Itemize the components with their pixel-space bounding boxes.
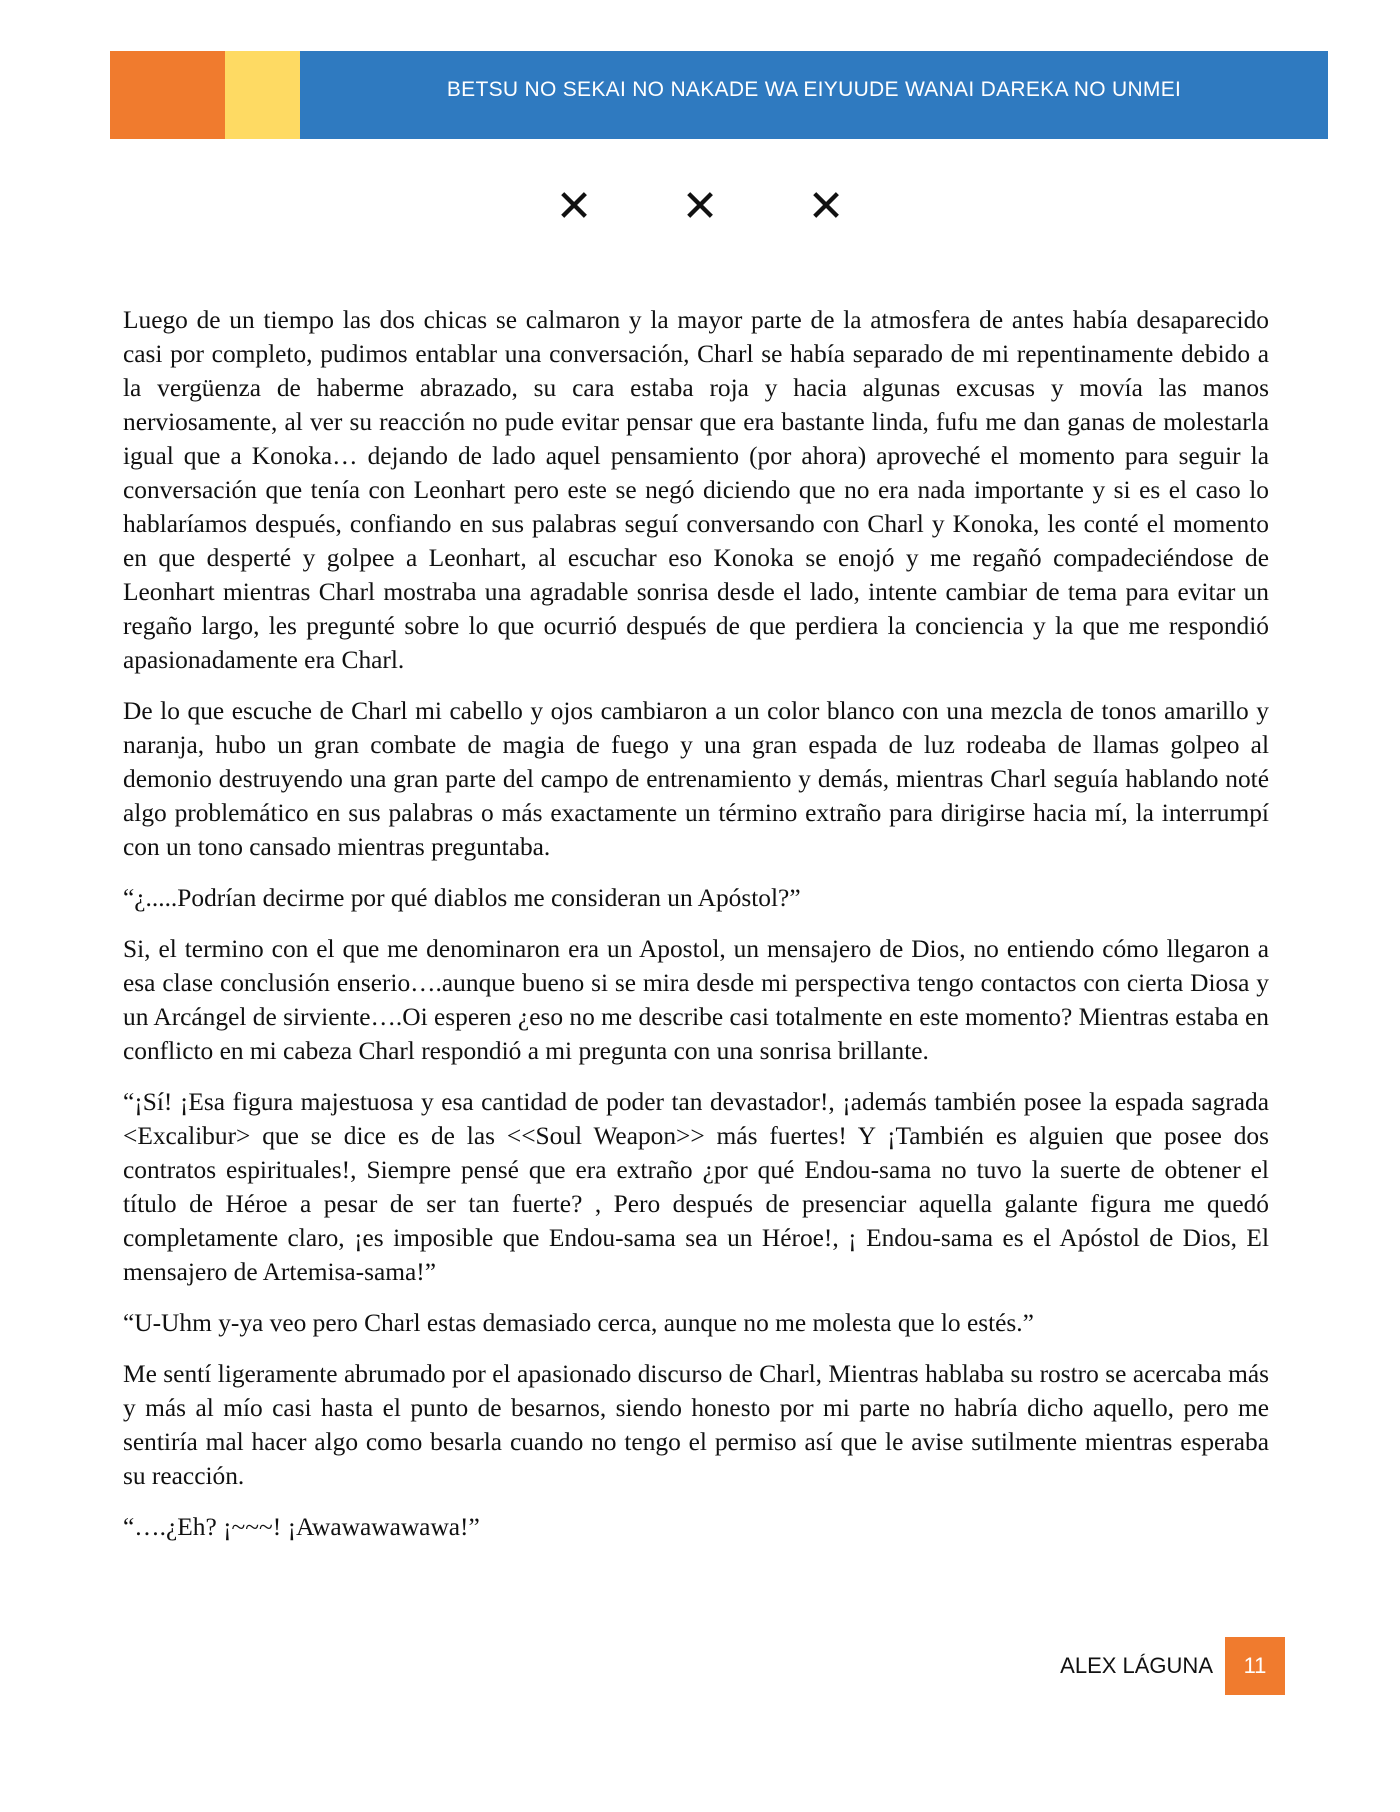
dialogue-line: “¡Sí! ¡Esa figura majestuosa y esa cantidad de poder tan devastador!, ¡además también posee la espada sagrada <Excalibur> que se dice es de las <<Soul Weapon>> más fuertes! Y ¡También es alguien que posee dos contratos espirituales!, Siempre pensé que era extraño ¿por qué Endou-sama no tuvo la suerte de obtener el título de Héroe a pesar de ser tan fuerte? , Pero después de presenciar aquella galante figura me quedó completamente claro, ¡es imposible que Endou-sama sea un Héroe!, ¡ Endou-sama es el Apóstol de Dios, El mensajero de Artemisa-sama!” <box>123 1088 1269 1286</box>
page-body <box>123 303 1269 1561</box>
page-number-badge: 11 <box>1225 1637 1285 1695</box>
header-yellow-block <box>225 51 300 139</box>
paragraph: Si, el termino con el que me denominaron era un Apostol, un mensajero de Dios, no entiendo cómo llegaron a esa clase conclusión enserio….aunque bueno si se mira desde mi perspectiva tengo contactos con cierta Diosa y un Arcángel de sirviente….Oi esperen ¿eso no me describe casi totalmente en este momento? Mientras estaba en conflicto en mi cabeza Charl respondió a mi pregunta con una sonrisa brillante. <box>123 935 1269 1065</box>
separator-cross-icon: ✕ <box>681 181 719 232</box>
scene-separator <box>0 182 1400 232</box>
dialogue-line: “¿.....Podrían decirme por qué diablos me consideran un Apóstol?” <box>123 884 801 912</box>
dialogue-line: “….¿Eh? ¡~~~! ¡Awawawawawa!” <box>123 1513 480 1541</box>
paragraph: De lo que escuche de Charl mi cabello y ojos cambiaron a un color blanco con una mezcla de tonos amarillo y naranja, hubo un gran combate de magia de fuego y una gran espada de luz rodeaba de llamas golpeo al demonio destruyendo una gran parte del campo de entrenamiento y demás, mientras Charl seguía hablando noté algo problemático en sus palabras o más exactamente un término extraño para dirigirse hacia mí, la interrumpí con un tono cansado mientras preguntaba. <box>123 697 1269 861</box>
separator-cross-icon: ✕ <box>555 181 593 232</box>
separator-cross-icon: ✕ <box>807 181 845 232</box>
page-header <box>110 51 1328 139</box>
header-title: BETSU NO SEKAI NO NAKADE WA EIYUUDE WANAI DAREKA NO UNMEI <box>300 51 1328 139</box>
header-orange-block <box>110 51 225 139</box>
page-footer <box>1060 1637 1285 1695</box>
author-name: ALEX LÁGUNA <box>1060 1653 1213 1678</box>
dialogue-line: “U-Uhm y-ya veo pero Charl estas demasiado cerca, aunque no me molesta que lo estés.” <box>123 1309 1034 1337</box>
paragraph: Luego de un tiempo las dos chicas se calmaron y la mayor parte de la atmosfera de antes había desaparecido casi por completo, pudimos entablar una conversación, Charl se había separado de mi repentinamente debido a la vergüenza de haberme abrazado, su cara estaba roja y hacia algunas excusas y movía las manos nerviosamente, al ver su reacción no pude evitar pensar que era bastante linda, fufu me dan ganas de molestarla igual que a Konoka… dejando de lado aquel pensamiento (por ahora) aproveché el momento para seguir la conversación que tenía con Leonhart pero este se negó diciendo que no era nada importante y si es el caso lo hablaríamos después, confiando en sus palabras seguí conversando con Charl y Konoka, les conté el momento en que desperté y golpee a Leonhart, al escuchar eso Konoka se enojó y me regañó compadeciéndose de Leonhart mientras Charl mostraba una agradable sonrisa desde el lado, intente cambiar de tema para evitar un regaño largo, les pregunté sobre lo que ocurrió después de que perdiera la conciencia y la que me respondió apasionadamente era Charl. <box>123 306 1269 674</box>
paragraph: Me sentí ligeramente abrumado por el apasionado discurso de Charl, Mientras hablaba su rostro se acercaba más y más al mío casi hasta el punto de besarnos, siendo honesto por mi parte no habría dicho aquello, pero me sentiría mal hacer algo como besarla cuando no tengo el permiso así que le avise sutilmente mientras esperaba su reacción. <box>123 1360 1269 1490</box>
